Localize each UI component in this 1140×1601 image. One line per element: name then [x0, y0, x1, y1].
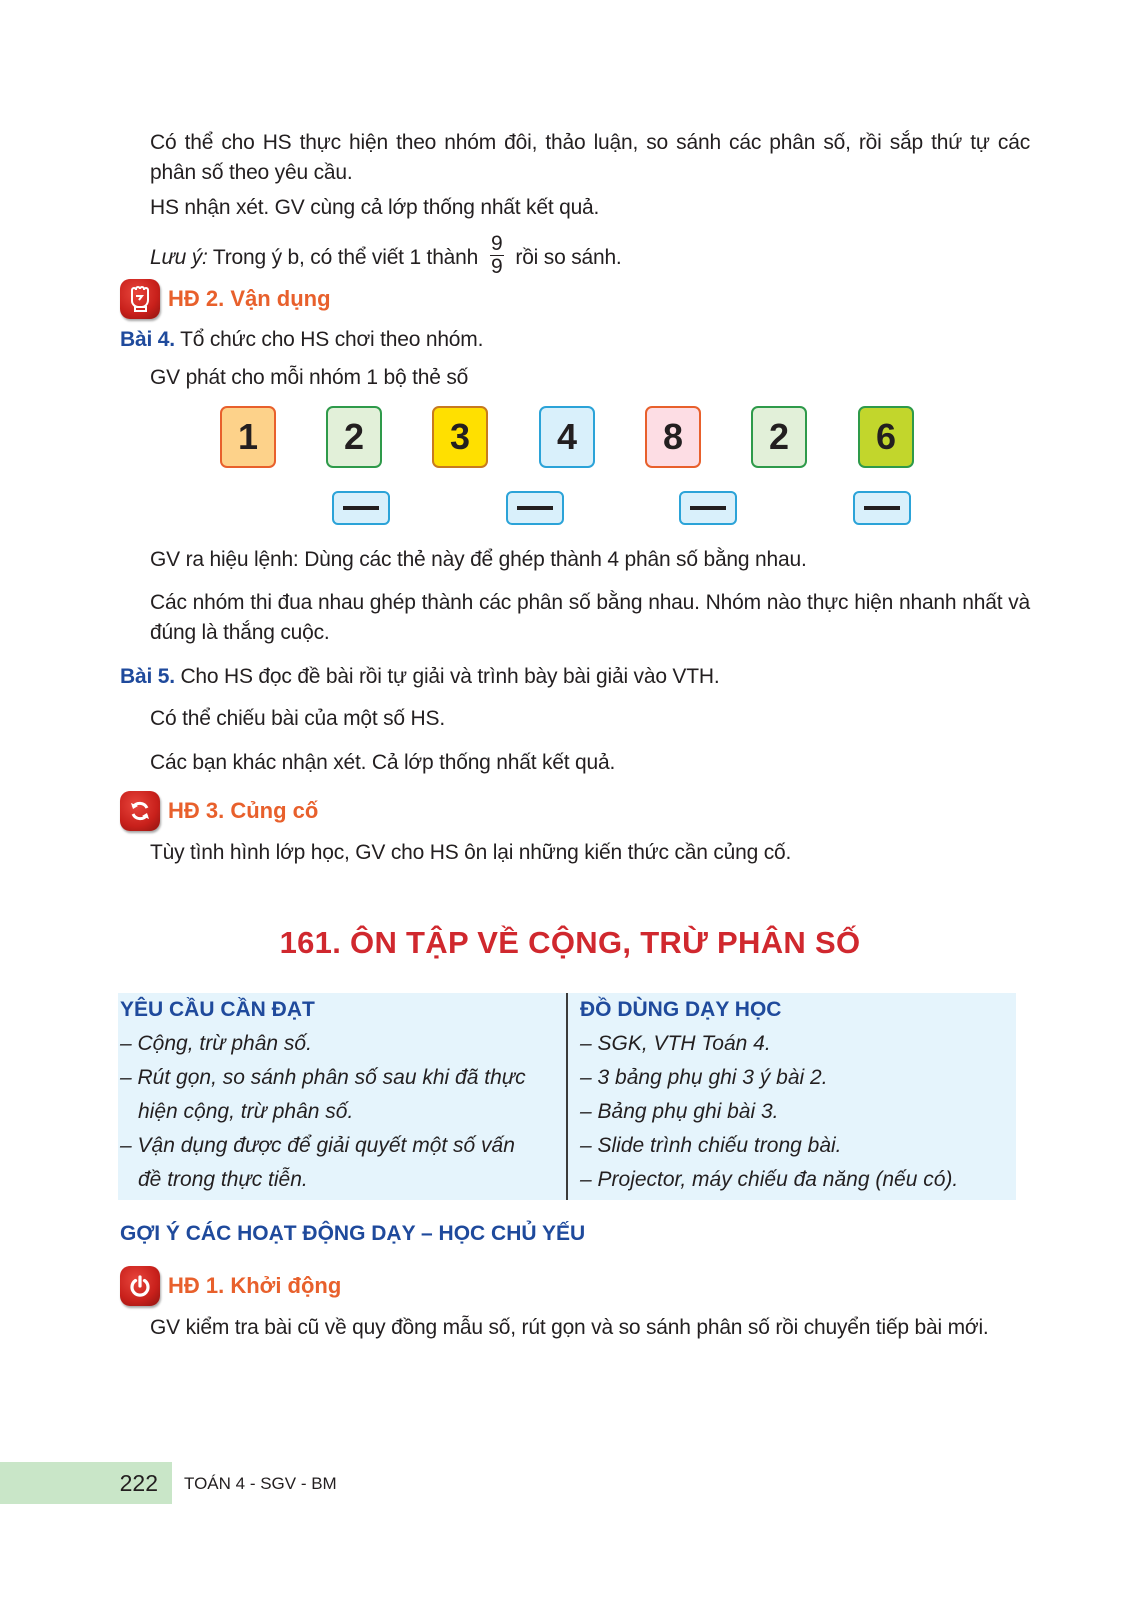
- number-card: 2: [326, 406, 382, 468]
- fraction-nine-ninths: [490, 233, 504, 278]
- fraction-line-icon: [690, 506, 726, 510]
- activity-heading-hd1: [120, 1266, 341, 1306]
- note-text-after: rồi so sánh.: [515, 246, 622, 270]
- fraction-bar-card: [332, 491, 390, 525]
- exercise-4: [120, 325, 1030, 355]
- number-card: 1: [220, 406, 276, 468]
- exercise-4-line2: GV phát cho mỗi nhóm 1 bộ thẻ số: [150, 366, 469, 389]
- fraction-line-icon: [864, 506, 900, 510]
- paragraph-consolidate: Tùy tình hình lớp học, GV cho HS ôn lại những kiến thức cần củng cố.: [150, 841, 792, 864]
- fraction-bar-card: [679, 491, 737, 525]
- number-card: 2: [751, 406, 807, 468]
- fraction-bar-card: [853, 491, 911, 525]
- refresh-icon: [120, 791, 160, 831]
- page-number: 222: [119, 1470, 158, 1496]
- requirement-item: – Vận dụng được để giải quyết một số vấn: [120, 1134, 515, 1157]
- activity-title: HĐ 3. Củng cố: [168, 798, 319, 823]
- number-card: 3: [432, 406, 488, 468]
- teaching-activities-heading: GỢI Ý CÁC HOẠT ĐỘNG DẠY – HỌC CHỦ YẾU: [120, 1222, 586, 1245]
- material-item: – 3 bảng phụ ghi 3 ý bài 2.: [580, 1066, 828, 1089]
- number-card: 4: [539, 406, 595, 468]
- requirement-item: đề trong thực tiễn.: [138, 1168, 308, 1191]
- exercise-label: Bài 5.: [120, 665, 175, 688]
- materials-column: [580, 993, 1010, 1197]
- paragraph-group-work: Có thể cho HS thực hiện theo nhóm đôi, thảo luận, so sánh các phân số, rồi sắp thứ tự các phân số theo yêu cầu.: [150, 131, 1030, 184]
- material-item: – Bảng phụ ghi bài 3.: [580, 1100, 779, 1123]
- requirement-item: hiện cộng, trừ phân số.: [138, 1100, 354, 1123]
- column-divider: [566, 993, 568, 1200]
- exercise-5-line2: Có thể chiếu bài của một số HS.: [150, 707, 445, 730]
- fraction-line-icon: [517, 506, 553, 510]
- requirement-item: – Rút gọn, so sánh phân số sau khi đã thực: [120, 1066, 526, 1089]
- activity-heading-hd2: [120, 279, 331, 319]
- paragraph-compete: Các nhóm thi đua nhau ghép thành các phân số bằng nhau. Nhóm nào thực hiện nhanh nhất và đúng là thắng cuộc.: [150, 591, 1030, 644]
- material-item: – Slide trình chiếu trong bài.: [580, 1134, 842, 1157]
- paragraph-warmup: GV kiểm tra bài cũ về quy đồng mẫu số, rút gọn và so sánh phân số rồi chuyển tiếp bài mới.: [150, 1316, 989, 1339]
- materials-heading: ĐỒ DÙNG DẠY HỌC: [580, 998, 782, 1021]
- exercise-text: Cho HS đọc đề bài rồi tự giải và trình bày bài giải vào VTH.: [174, 665, 720, 688]
- fraction-numerator: 9: [491, 232, 503, 255]
- fraction-line-icon: [343, 506, 379, 510]
- book-title: TOÁN 4 - SGV - BM: [184, 1474, 337, 1493]
- fraction-bar-card: [506, 491, 564, 525]
- paragraph-class-review: HS nhận xét. GV cùng cả lớp thống nhất kết quả.: [150, 196, 600, 219]
- requirements-heading: YÊU CẦU CẦN ĐẠT: [120, 998, 315, 1021]
- material-item: – SGK, VTH Toán 4.: [580, 1032, 771, 1055]
- material-item: – Projector, máy chiếu đa năng (nếu có).: [580, 1168, 959, 1191]
- requirements-column: [120, 993, 556, 1197]
- activity-title: HĐ 2. Vận dụng: [168, 286, 331, 311]
- paragraph-command: GV ra hiệu lệnh: Dùng các thẻ này để ghép thành 4 phân số bằng nhau.: [150, 548, 807, 571]
- power-icon: [120, 1266, 160, 1306]
- exercise-5-line3: Các bạn khác nhận xét. Cả lớp thống nhất kết quả.: [150, 751, 616, 774]
- activity-heading-hd3: [120, 791, 318, 831]
- lesson-title: 161. ÔN TẬP VỀ CỘNG, TRỪ PHÂN SỐ: [279, 925, 861, 960]
- number-card: 6: [858, 406, 914, 468]
- objectives-materials-box: [118, 993, 1016, 1200]
- number-card: 8: [645, 406, 701, 468]
- fist-icon: [120, 279, 160, 319]
- exercise-text: Tổ chức cho HS chơi theo nhóm.: [174, 328, 484, 351]
- activity-title: HĐ 1. Khởi động: [168, 1273, 342, 1298]
- note-paragraph: [150, 232, 1030, 281]
- requirement-item: – Cộng, trừ phân số.: [120, 1032, 312, 1055]
- exercise-5: [120, 662, 1030, 692]
- note-label: Lưu ý:: [150, 246, 208, 270]
- note-text: Trong ý b, có thể viết 1 thành: [207, 246, 479, 270]
- exercise-label: Bài 4.: [120, 328, 175, 351]
- fraction-denominator: 9: [491, 255, 503, 278]
